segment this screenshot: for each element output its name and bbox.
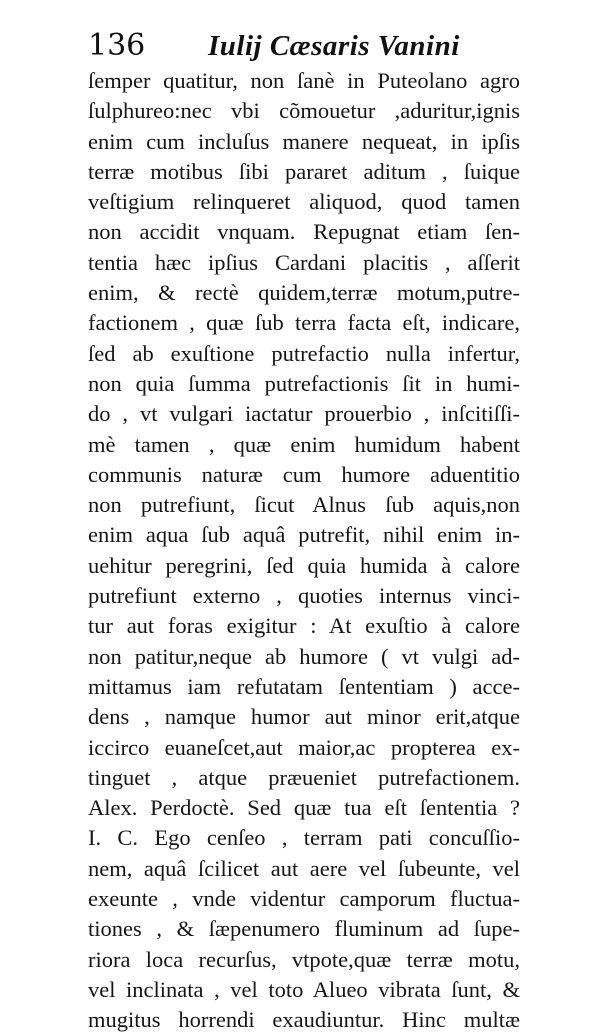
text-line: tiones , & ſæpenumero fluminum ad ſupe-: [88, 916, 520, 942]
text-line: iccirco euaneſcet,aut maior,ac propterea ex-: [88, 734, 520, 760]
text-line: dens , namque humor aut minor erit,atque: [88, 704, 520, 730]
text-line: non putrefiunt, ſicut Alnus ſub aquis,non: [88, 492, 520, 518]
text-line: mè tamen , quæ enim humidum habent: [88, 431, 520, 457]
text-line: enim cum incluſus manere nequeat, in ipſis: [88, 128, 520, 154]
text-line: exeunte , vnde videntur camporum fluctua-: [88, 886, 520, 912]
text-line: ſed ab exuſtione putrefactio nulla infertur,: [88, 340, 520, 366]
text-line: veſtigium relinqueret aliquod, quod tamen: [88, 189, 520, 215]
body-text: [88, 66, 520, 1036]
text-line: do , vt vulgari iactatur prouerbio , inſcitiſſi-: [88, 401, 520, 427]
text-line: riora loca recurſus, vtpote,quæ terræ motu,: [88, 946, 520, 972]
text-line: ſemper quatitur, non ſanè in Puteolano agro: [88, 68, 520, 93]
text-line: factionem , quæ ſub terra facta eſt, indicare,: [88, 310, 520, 336]
page-header: [88, 28, 528, 68]
text-line: mugitus horrendi exaudiuntur. Hinc multæ: [88, 1007, 520, 1033]
text-line: enim, & rectè quidem,terræ motum,putre-: [88, 280, 520, 306]
text-line: tentia hæc ipſius Cardani placitis , aſſerit: [88, 249, 520, 275]
text-line: nem, aquâ ſcilicet aut aere vel ſubeunte, vel: [88, 855, 520, 881]
text-line: non quia ſumma putrefactionis ſit in humi-: [88, 370, 520, 396]
text-line: tur aut foras exigitur : At exuſtio à calore: [88, 613, 520, 639]
text-line: uehitur peregrini, ſed quia humida à calore: [88, 552, 520, 578]
text-line: mittamus iam refutatam ſententiam ) acce-: [88, 673, 520, 699]
text-line: non accidit vnquam. Repugnat etiam ſen-: [88, 219, 520, 245]
text-line: non patitur,neque ab humore ( vt vulgi ad-: [88, 643, 520, 669]
text-line: vel inclinata , vel toto Alueo vibrata ſunt, &: [88, 976, 520, 1002]
text-line: tinguet , atque præueniet putrefactionem.: [88, 764, 520, 790]
text-line: putrefiunt externo , quoties internus vinci-: [88, 583, 520, 609]
text-line: I. C. Ego cenſeo , terram pati concuſſio-: [88, 825, 520, 851]
text-line: terræ motibus ſibi pararet aditum , ſuique: [88, 158, 520, 184]
text-line: Alex. Perdoctè. Sed quæ tua eſt ſententia ?: [88, 795, 520, 821]
page-number: 136: [88, 28, 146, 63]
text-line: enim aqua ſub aquâ putrefit, nihil enim in-: [88, 522, 520, 548]
text-line: ſulphureo:nec vbi cõmouetur ,aduritur,ignis: [88, 98, 520, 124]
running-head: Iulij Cæsaris Vanini: [208, 30, 460, 62]
text-line: communis naturæ cum humore aduentitio: [88, 461, 520, 487]
